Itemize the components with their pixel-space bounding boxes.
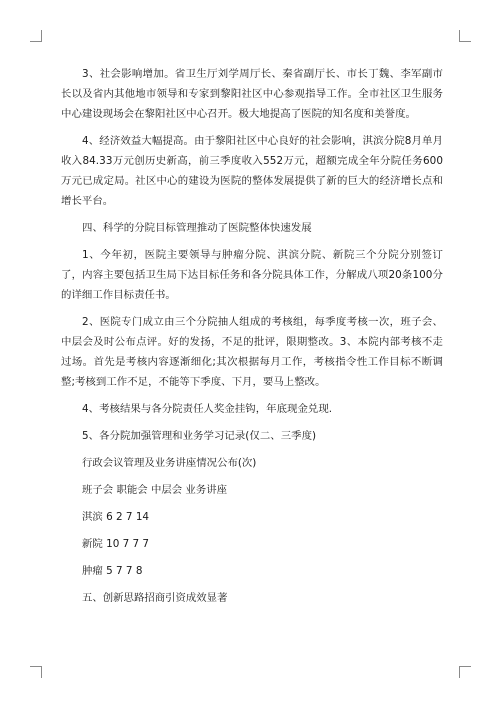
table-row-qibin: 淇滨 6 2 7 14	[82, 511, 150, 523]
table-row-zhongliu: 肿瘤 5 7 7 8	[82, 565, 143, 577]
paragraph-social-impact: 3、社会影响增加。省卫生厅刘学周厅长、秦省副厅长、市长丁魏、李军副市长以及省内其他地市领导和专家到黎阳社区中心参观指导工作。全市社区卫生服务中心建设现场会在黎阳社区中心召开。极大地提高了医院的知名度和美誉度。	[61, 68, 443, 120]
paragraph-economic-benefit: 4、经济效益大幅提高。由于黎阳社区中心良好的社会影响，淇滨分院8月单月收入84.33万元创历史新高，前三季度收入552万元，超额完成全年分院任务600万元已成定局。社区中心的建设为医院的整体发展提供了新的巨大的经济增长点和增长平台。	[61, 135, 443, 207]
table-header-row: 班子会 职能会 中层会 业务讲座	[82, 484, 227, 496]
crop-mark-bottom-right	[459, 666, 471, 678]
crop-mark-top-left	[30, 30, 42, 42]
table-caption: 行政会议管理及业务讲座情况公布(次)	[82, 457, 257, 469]
paragraph-item-2: 2、医院专门成立由三个分院抽人组成的考核组，每季度考核一次，班子会、中层会及时公布点评。好的发扬，不足的批评，限期整改。3、本院内部考核不走过场。首先是考核内容逐渐细化;其次根据每月工作，考核指令性工作目标不断调整;考核到工作不足，不能等下季度、下月，要马上整改。	[61, 316, 443, 388]
paragraph-item-4: 4、考核结果与各分院责任人奖金挂钩，年底现金兑现.	[82, 403, 333, 415]
crop-mark-bottom-left	[30, 666, 42, 678]
table-row-xinyuan: 新院 10 7 7 7	[82, 538, 150, 550]
paragraph-item-5: 5、各分院加强管理和业务学习记录(仅二、三季度)	[82, 430, 317, 442]
paragraph-item-1: 1、今年初，医院主要领导与肿瘤分院、淇滨分院、新院三个分院分别签订了，内容主要包括卫生局下达目标任务和各分院具体工作，分解成八项20条100分的详细工作目标责任书。	[61, 249, 443, 301]
section-heading-5: 五、创新思路招商引资成效显著	[82, 592, 228, 604]
document-body	[61, 64, 443, 615]
section-heading-4: 四、科学的分院目标管理推动了医院整体快速发展	[82, 222, 312, 234]
crop-mark-top-right	[459, 30, 471, 42]
